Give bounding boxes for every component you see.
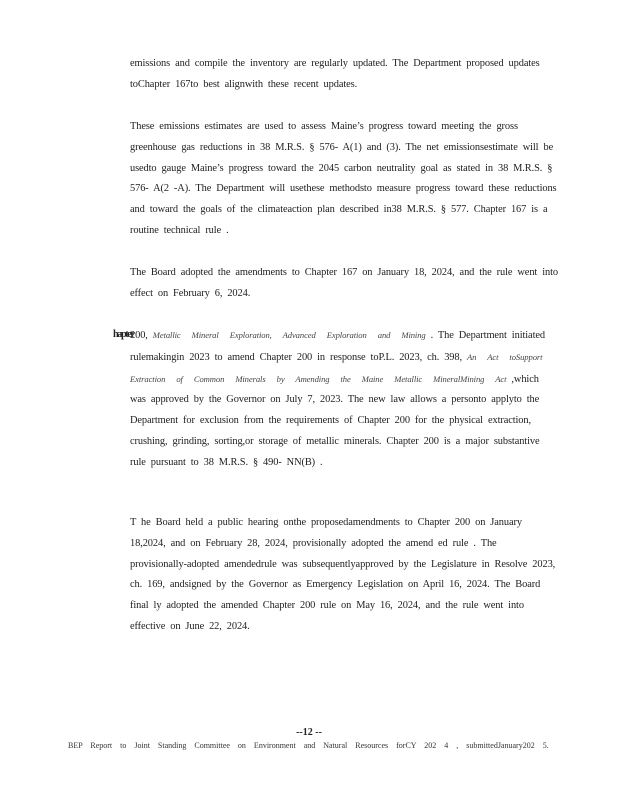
chapter-marker: hapter	[113, 329, 134, 340]
act-title: An Act toSupport Extraction of Common Minerals by Amending the Maine Metallic MineralMining Act	[130, 351, 543, 384]
page-number: --12 --	[296, 727, 322, 738]
paragraph-chapter-167-adoption: The Board adopted the amendments to Chapter 167 on January 18, 2024, and the rule went into effect on February 6, 2024.	[130, 267, 558, 299]
chapter-200-text: . The Department initiated rulemakingin 2023 to amend Chapter 200 in response toP.L. 2023, ch. 398,	[130, 330, 545, 363]
paragraph-chapter-200	[130, 325, 558, 474]
chapter-200-rest: ,which was approved by the Governor on July 7, 2023. The new law allows a personto applyto the Department for exclusion from the requirements of Chapter 200 for the physical extraction, crushing, grinding, sorting,or storage of metallic minerals. Chapter 200 is a major substantive rule pursuant to 38 M.R.S. § 490- NN(B) .	[130, 373, 540, 468]
page-footer: BEP Report to Joint Standing Committee on Environment and Natural Resources forCY 202 4 , submittedJanuary202 5.	[68, 741, 549, 750]
chapter-200-title: Metallic Mineral Exploration, Advanced Exploration and Mining	[152, 330, 426, 340]
paragraph-inventory-updates: emissions and compile the inventory are regularly updated. The Department proposed updates toChapter 167to best alignwith these recent updates.	[130, 58, 540, 90]
chapter-200-lead: 200,	[130, 330, 148, 341]
paragraph-emissions-estimates: These emissions estimates are used to assess Maine’s progress toward meeting the gross greenhouse gas reductions in 38 M.R.S. § 576- A(1) and (3). The net emissionsestimate will be usedto gauge Maine’s progress toward the 2045 carbon neutrality goal as stated in 38 M.R.S. § 576- A(2 -A). The Department will usethese methodsto measure progress toward these reductions and toward the goals of the climateaction plan described in38 M.R.S. § 577. Chapter 167 is a routine technical rule .	[130, 121, 557, 236]
paragraph-chapter-200-adoption: T he Board held a public hearing onthe proposedamendments to Chapter 200 on January 18,2024, and on February 28, 2024, provisionally adopted the amend ed rule . The provisionally-adopted amendedrule was subsequentlyapproved by the Legislature in Resolve 2023, ch. 169, andsigned by the Governor as Emergency Legislation on April 16, 2024. The Board final ly adopted the amended Chapter 200 rule on May 16, 2024, and the rule went into effective on June 22, 2024.	[130, 517, 556, 632]
